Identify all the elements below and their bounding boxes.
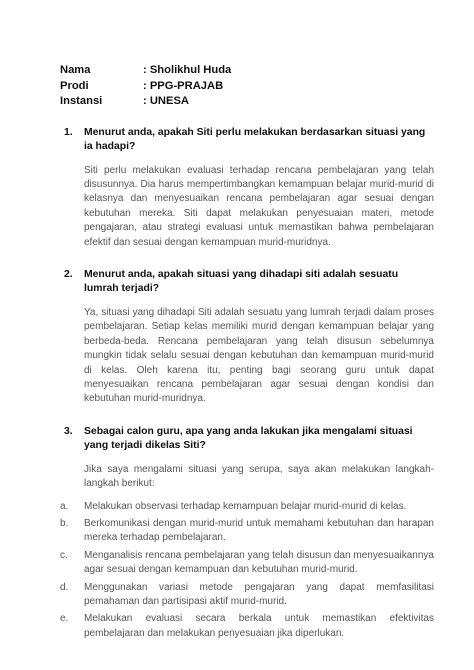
step-item [60, 549, 434, 578]
step-marker: b. [60, 518, 69, 529]
question-text: Sebagai calon guru, apa yang anda lakukan jika mengalami situasi yang terjadi dikelas Siti? [84, 425, 413, 451]
question-list [60, 126, 434, 642]
answer-text: Siti perlu melakukan evaluasi terhadap rencana pembelajaran yang telah disusunnya. Dia harus mempertimbangkan kemampuan belajar murid-murid di kelasnya dan menyesuaikan rencana pembelajaran agar sesuai dengan kebutuhan mereka. Siti dapat melakukan penyesuaian materi, metode pengajaran, atau strategi evaluasi untuk memastikan bahwa pembelajaran efektif dan sesuai dengan kemampuan murid-muridnya. [84, 164, 434, 248]
question-text: Menurut anda, apakah Siti perlu melakukan berdasarkan situasi yang ia hadapi? [84, 126, 426, 152]
question-number: 2. [64, 268, 73, 280]
identity-row-prodi [60, 79, 434, 95]
answer-text: Jika saya mengalami situasi yang serupa, saya akan melakukan langkah-langkah berikut: [84, 463, 434, 490]
step-text: Berkomunikasi dengan murid-murid untuk memahami kebutuhan dan harapan mereka terhadap pembelajaran. [84, 518, 434, 544]
answer-text: Ya, situasi yang dihadapi Siti adalah sesuatu yang lumrah terjadi dalam proses pembelajaran. Setiap kelas memiliki murid dengan kemampuan belajar yang berbeda-beda. Rencana pembelajaran yang telah disusun sebelumnya mungkin tidak selalu sesuai dengan kebutuhan dan kemampuan murid-murid di kelas. Oleh karena itu, penting bagi seorang guru untuk dapat menyesuaikan rencana pembelajaran agar sesuai dengan kondisi dan kebutuhan murid-muridnya. [84, 306, 434, 405]
question-item-2 [60, 268, 434, 407]
step-marker: c. [60, 549, 68, 561]
identity-label: Nama [60, 64, 91, 76]
step-list [60, 500, 434, 642]
step-text: Menggunakan variasi metode pengajaran yang dapat memfasilitasi pemahaman dan partisipasi aktif murid-murid. [84, 581, 434, 608]
identity-value: : UNESA [143, 95, 189, 107]
identity-row-instansi [60, 94, 434, 110]
question-item-1 [60, 126, 434, 250]
question-number: 3. [64, 425, 73, 437]
step-text: Melakukan evaluasi secara berkala untuk memastikan efektivitas pembelajaran dan melakukan penyesuaian jika diperlukan. [84, 613, 434, 639]
question-number: 1. [64, 126, 73, 138]
step-text: Melakukan observasi terhadap kemampuan belajar murid-murid di kelas. [84, 500, 407, 512]
step-item [60, 500, 434, 514]
step-marker: a. [60, 500, 69, 512]
identity-row-nama [60, 63, 434, 79]
identity-value: : Sholikhul Huda [143, 64, 232, 76]
step-marker: e. [60, 613, 69, 625]
step-item [60, 581, 434, 610]
step-text: Menganalisis rencana pembelajaran yang telah disusun dan menyesuaikannya agar sesuai dengan kemampuan dan kebutuhan murid-murid. [84, 549, 434, 576]
identity-value: : PPG-PRAJAB [143, 79, 224, 92]
question-item-3 [60, 425, 434, 641]
step-marker: d. [60, 581, 69, 593]
identity-block [60, 63, 434, 110]
step-item [60, 517, 434, 546]
question-text: Menurut anda, apakah situasi yang dihadapi siti adalah sesuatu lumrah terjadi? [84, 268, 399, 294]
identity-label: Instansi [60, 95, 103, 107]
identity-label: Prodi [60, 79, 89, 92]
step-item [60, 612, 434, 641]
